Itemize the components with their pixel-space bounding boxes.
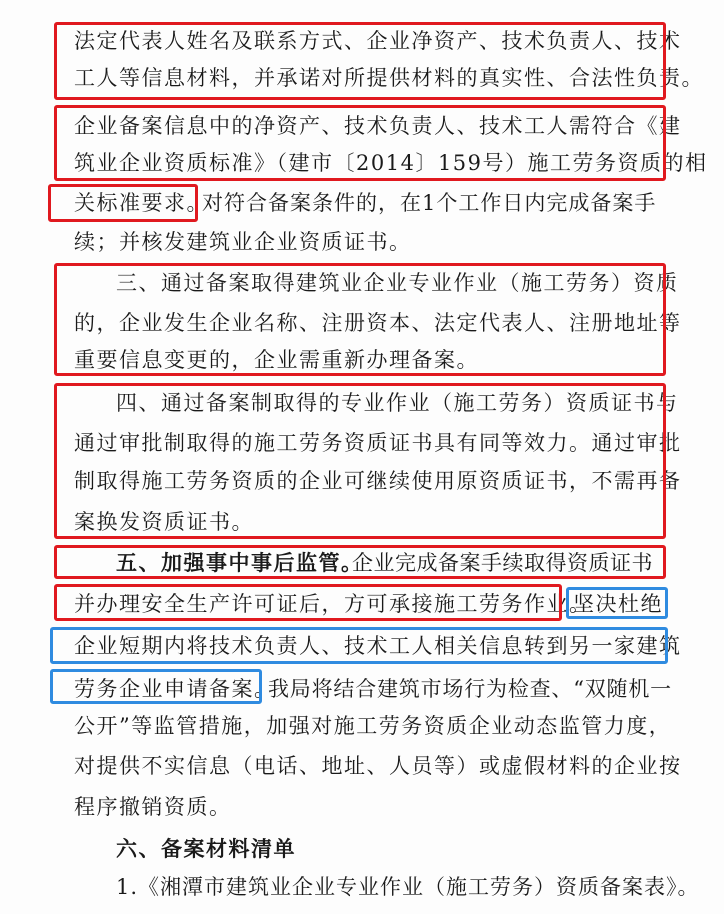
text-line: 企业完成备案手续取得资质证书 bbox=[352, 551, 653, 575]
text-line: 企业备案信息中的净资产、技术负责人、技术工人需符合《建 bbox=[74, 114, 682, 138]
text-line: 坚决杜绝 bbox=[573, 592, 663, 616]
text-line: 续；并核发建筑业企业资质证书。 bbox=[74, 230, 412, 254]
text-line: 程序撤销资质。 bbox=[74, 795, 232, 819]
text-line: 工人等信息材料，并承诺对所提供材料的真实性、合法性负责。 bbox=[74, 66, 704, 90]
text-line: 通过审批制取得的施工劳务资质证书具有同等效力。通过审批 bbox=[74, 431, 682, 455]
text-line: 公开”等监管措施，加强对施工劳务资质企业动态监管力度， bbox=[74, 714, 672, 738]
text-line: 对符合备案条件的，在1个工作日内完成备案手 bbox=[202, 191, 657, 215]
section-five-heading: 五、加强事中事后监管。 bbox=[116, 550, 364, 575]
text-line: 重要信息变更的，企业需重新办理备案。 bbox=[74, 348, 479, 372]
text-line: 并办理安全生产许可证后，方可承接施工劳务作业。 bbox=[74, 592, 592, 616]
text-line: 劳务企业申请备案。 bbox=[74, 677, 277, 701]
text-line: 我局将结合建筑市场行为检查、“双随机一 bbox=[268, 677, 672, 701]
text-line: 制取得施工劳务资质的企业可继续使用原资质证书，不需再备 bbox=[74, 469, 682, 493]
text-line: 筑业企业资质标准》（建市〔2014〕159号）施工劳务资质的相 bbox=[74, 151, 708, 175]
text-line: 对提供不实信息（电话、地址、人员等）或虚假材料的企业按 bbox=[74, 754, 682, 778]
section-six-heading: 六、备案材料清单 bbox=[116, 836, 296, 861]
material-item: 1.《湘潭市建筑业企业专业作业（施工劳务）资质备案表》。 bbox=[116, 875, 700, 899]
text-line: 的，企业发生企业名称、注册资本、法定代表人、注册地址等 bbox=[74, 311, 682, 335]
section-four-heading-line: 四、通过备案制取得的专业作业（施工劳务）资质证书与 bbox=[116, 391, 679, 415]
text-line: 关标准要求。 bbox=[74, 191, 209, 215]
text-line: 企业短期内将技术负责人、技术工人相关信息转到另一家建筑 bbox=[74, 634, 682, 658]
text-line: 法定代表人姓名及联系方式、企业净资产、技术负责人、技术 bbox=[74, 29, 682, 53]
section-three-heading-line: 三、通过备案取得建筑业企业专业作业（施工劳务）资质 bbox=[116, 271, 679, 295]
text-line: 案换发资质证书。 bbox=[74, 510, 254, 534]
